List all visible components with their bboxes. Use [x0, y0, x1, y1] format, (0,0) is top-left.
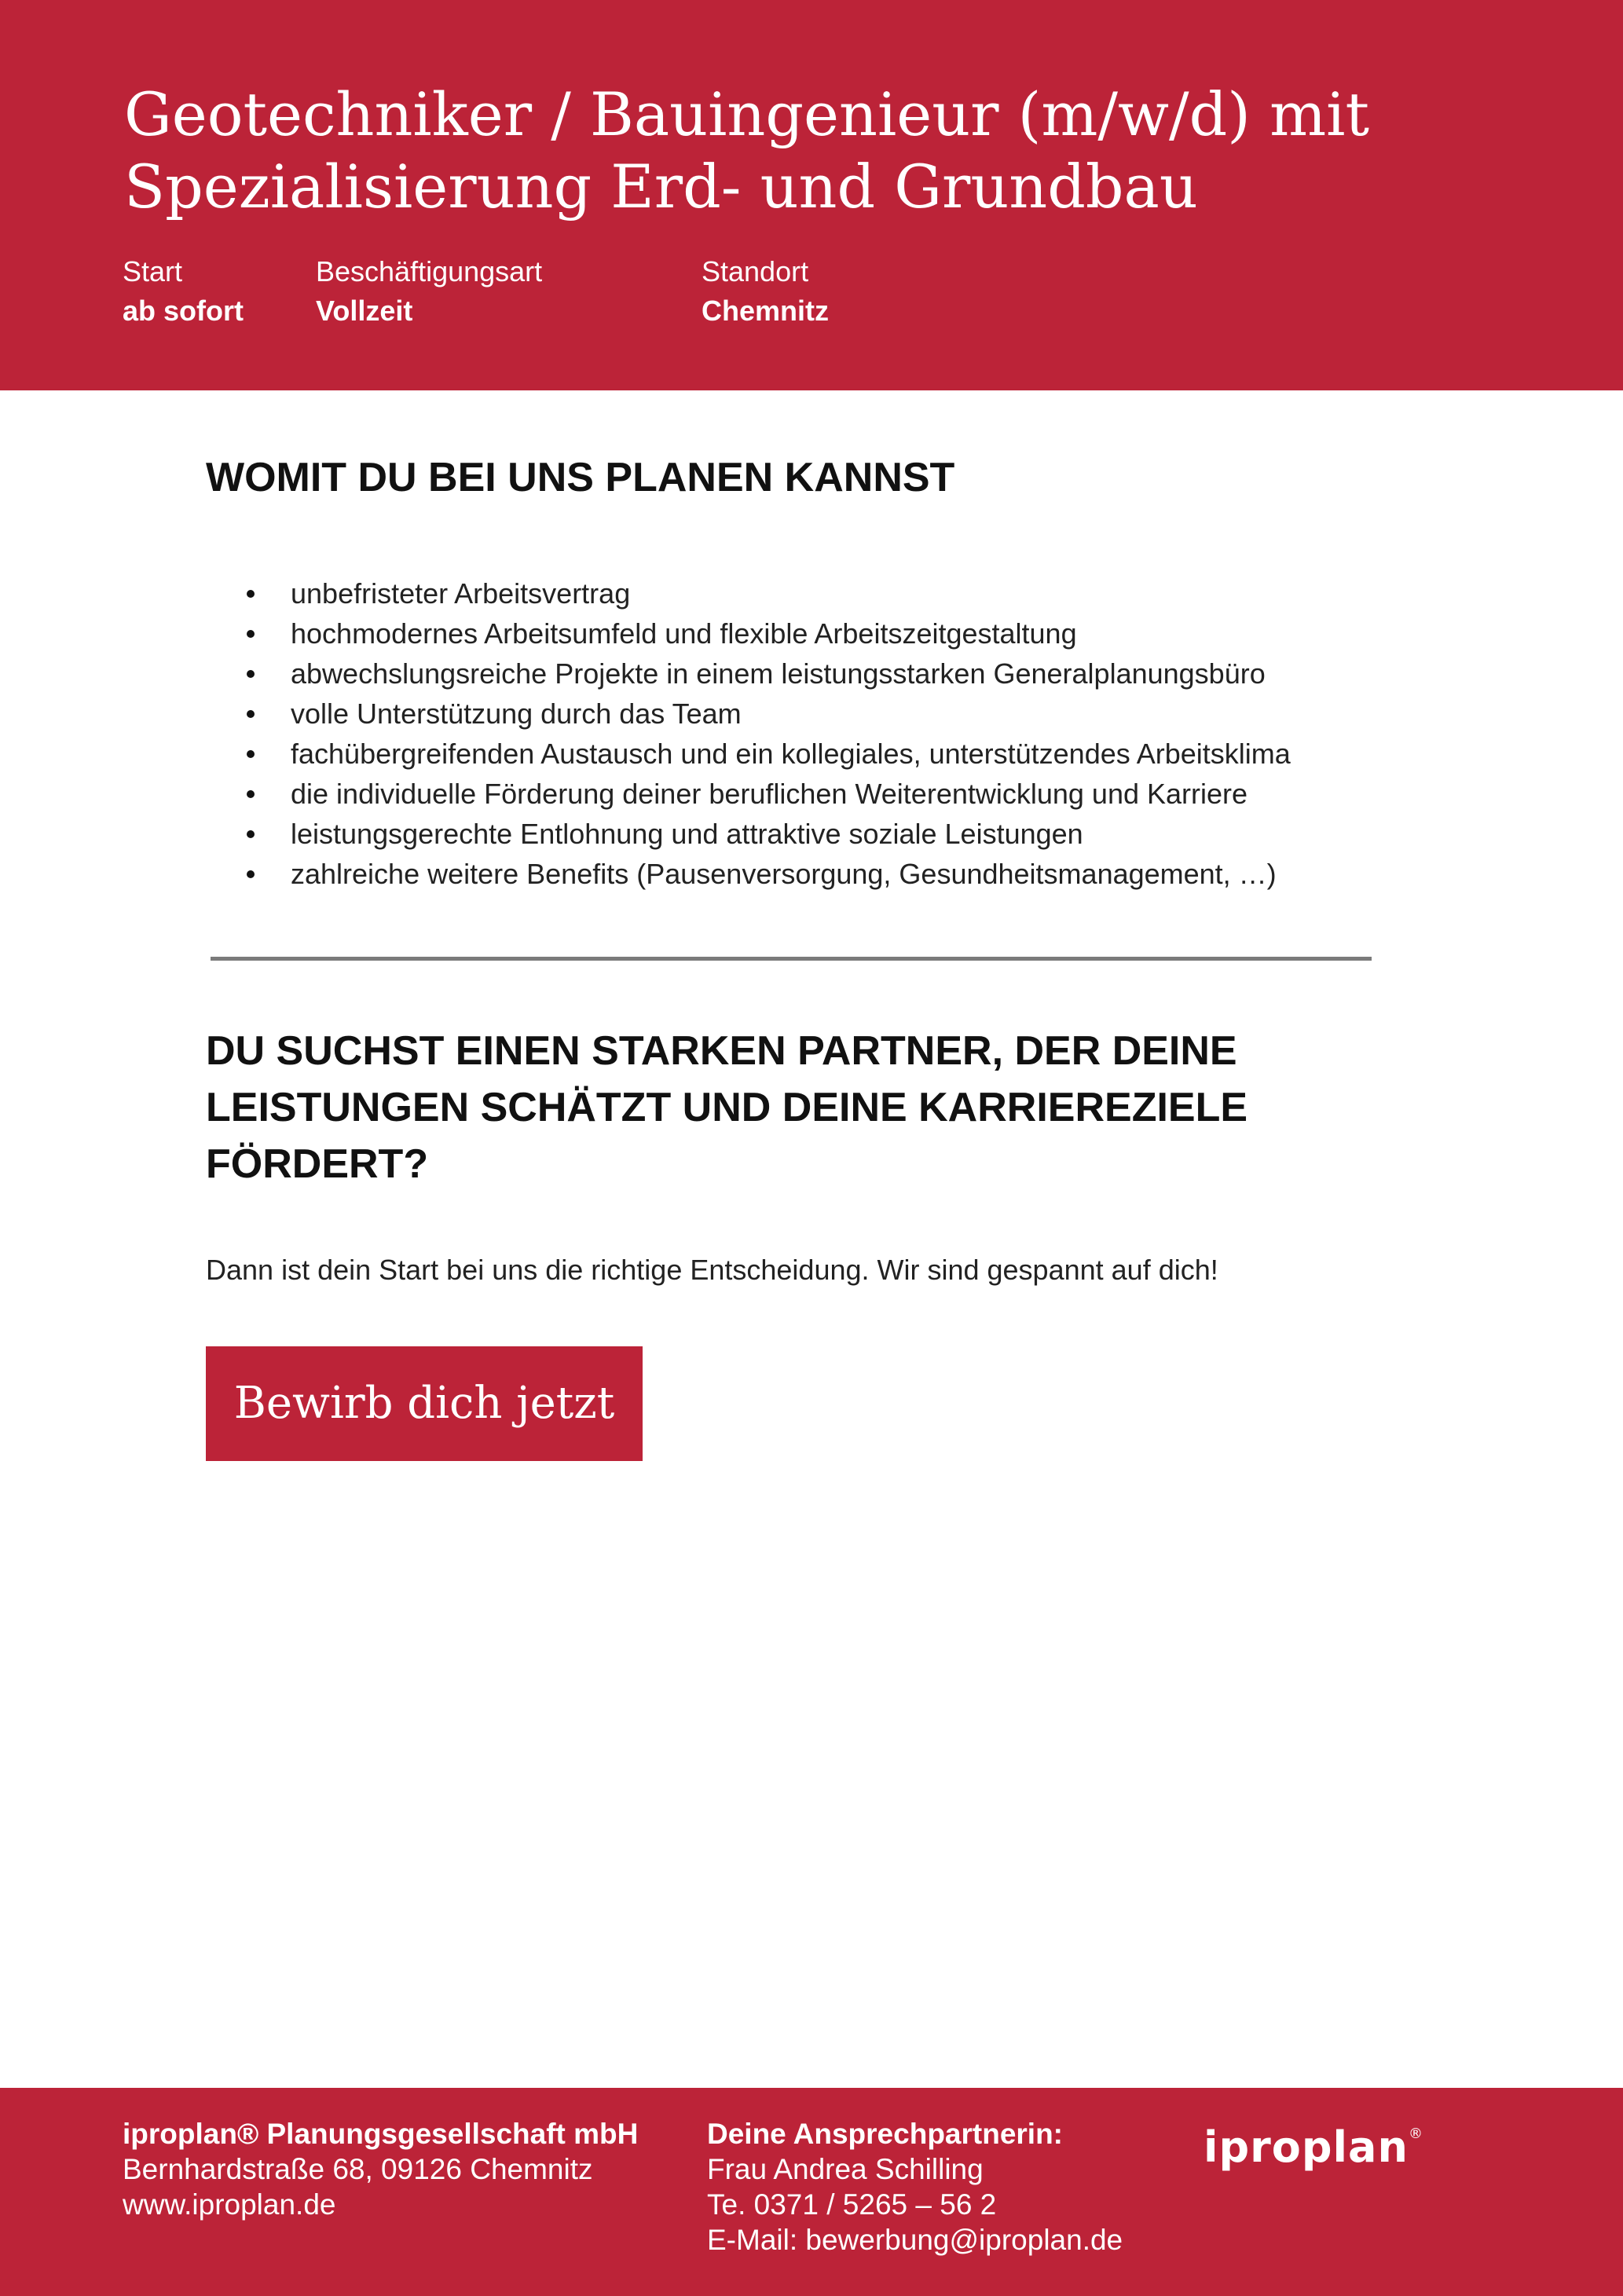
list-item: zahlreiche weitere Benefits (Pausenversorgung, Gesundheitsmanagement, …): [291, 854, 1623, 894]
contact-phone: Te. 0371 / 5265 – 56 2: [707, 2188, 997, 2221]
section-divider: [211, 957, 1372, 961]
company-website-link[interactable]: www.iproplan.de: [123, 2188, 336, 2221]
meta-employment-type: [316, 253, 542, 331]
meta-start: [123, 253, 244, 331]
job-title: [124, 79, 1538, 223]
company-address: Bernhardstraße 68, 09126 Chemnitz: [123, 2153, 593, 2185]
list-item: die individuelle Förderung deiner beruflichen Weiterentwicklung und Karriere: [291, 774, 1623, 814]
meta-location-value: Chemnitz: [702, 295, 829, 327]
meta-employment-type-value: Vollzeit: [316, 295, 413, 327]
meta-employment-type-label: Beschäftigungsart: [316, 255, 543, 287]
list-item: abwechslungsreiche Projekte in einem leistungsstarken Generalplanungsbüro: [291, 654, 1623, 694]
contact-info: [707, 2116, 1123, 2258]
job-header: [0, 0, 1623, 390]
partner-heading: [206, 1023, 1247, 1192]
partner-heading-line-2: LEISTUNGEN SCHÄTZT UND DEINE KARRIEREZIELE: [206, 1085, 1248, 1130]
contact-heading: Deine Ansprechpartnerin:: [707, 2118, 1063, 2150]
partner-heading-line-3: FÖRDERT?: [206, 1141, 429, 1187]
meta-start-label: Start: [123, 255, 183, 287]
company-name: iproplan® Planungsgesellschaft mbH: [123, 2118, 639, 2150]
benefits-heading: WOMIT DU BEI UNS PLANEN KANNST: [206, 455, 955, 500]
logo-text: iproplan: [1204, 2122, 1409, 2172]
logo-registered-mark: ®: [1408, 2126, 1423, 2142]
meta-location: [702, 253, 829, 331]
benefits-list: [206, 573, 1623, 894]
page-footer: [0, 2088, 1623, 2296]
list-item: unbefristeter Arbeitsvertrag: [291, 573, 1623, 613]
company-info: [123, 2116, 638, 2222]
contact-email-link[interactable]: E-Mail: bewerbung@iproplan.de: [707, 2224, 1123, 2256]
job-title-line-1: Geotechniker / Bauingenieur (m/w/d) mit: [124, 79, 1370, 149]
partner-text: Dann ist dein Start bei uns die richtige Entscheidung. Wir sind gespannt auf dich!: [206, 1254, 1218, 1286]
list-item: fachübergreifenden Austausch und ein kollegiales, unterstützendes Arbeitsklima: [291, 734, 1623, 774]
job-title-line-2: Spezialisierung Erd- und Grundbau: [124, 152, 1198, 222]
list-item: hochmodernes Arbeitsumfeld und flexible Arbeitszeitgestaltung: [291, 613, 1623, 654]
apply-button[interactable]: Bewirb dich jetzt: [206, 1346, 643, 1461]
meta-start-value: ab sofort: [123, 295, 244, 327]
list-item: leistungsgerechte Entlohnung und attraktive soziale Leistungen: [291, 814, 1623, 854]
list-item: volle Unterstützung durch das Team: [291, 694, 1623, 734]
contact-name: Frau Andrea Schilling: [707, 2153, 984, 2185]
iproplan-logo: [1204, 2122, 1423, 2172]
meta-location-label: Standort: [702, 255, 809, 287]
partner-heading-line-1: DU SUCHST EINEN STARKEN PARTNER, DER DEINE: [206, 1028, 1237, 1074]
